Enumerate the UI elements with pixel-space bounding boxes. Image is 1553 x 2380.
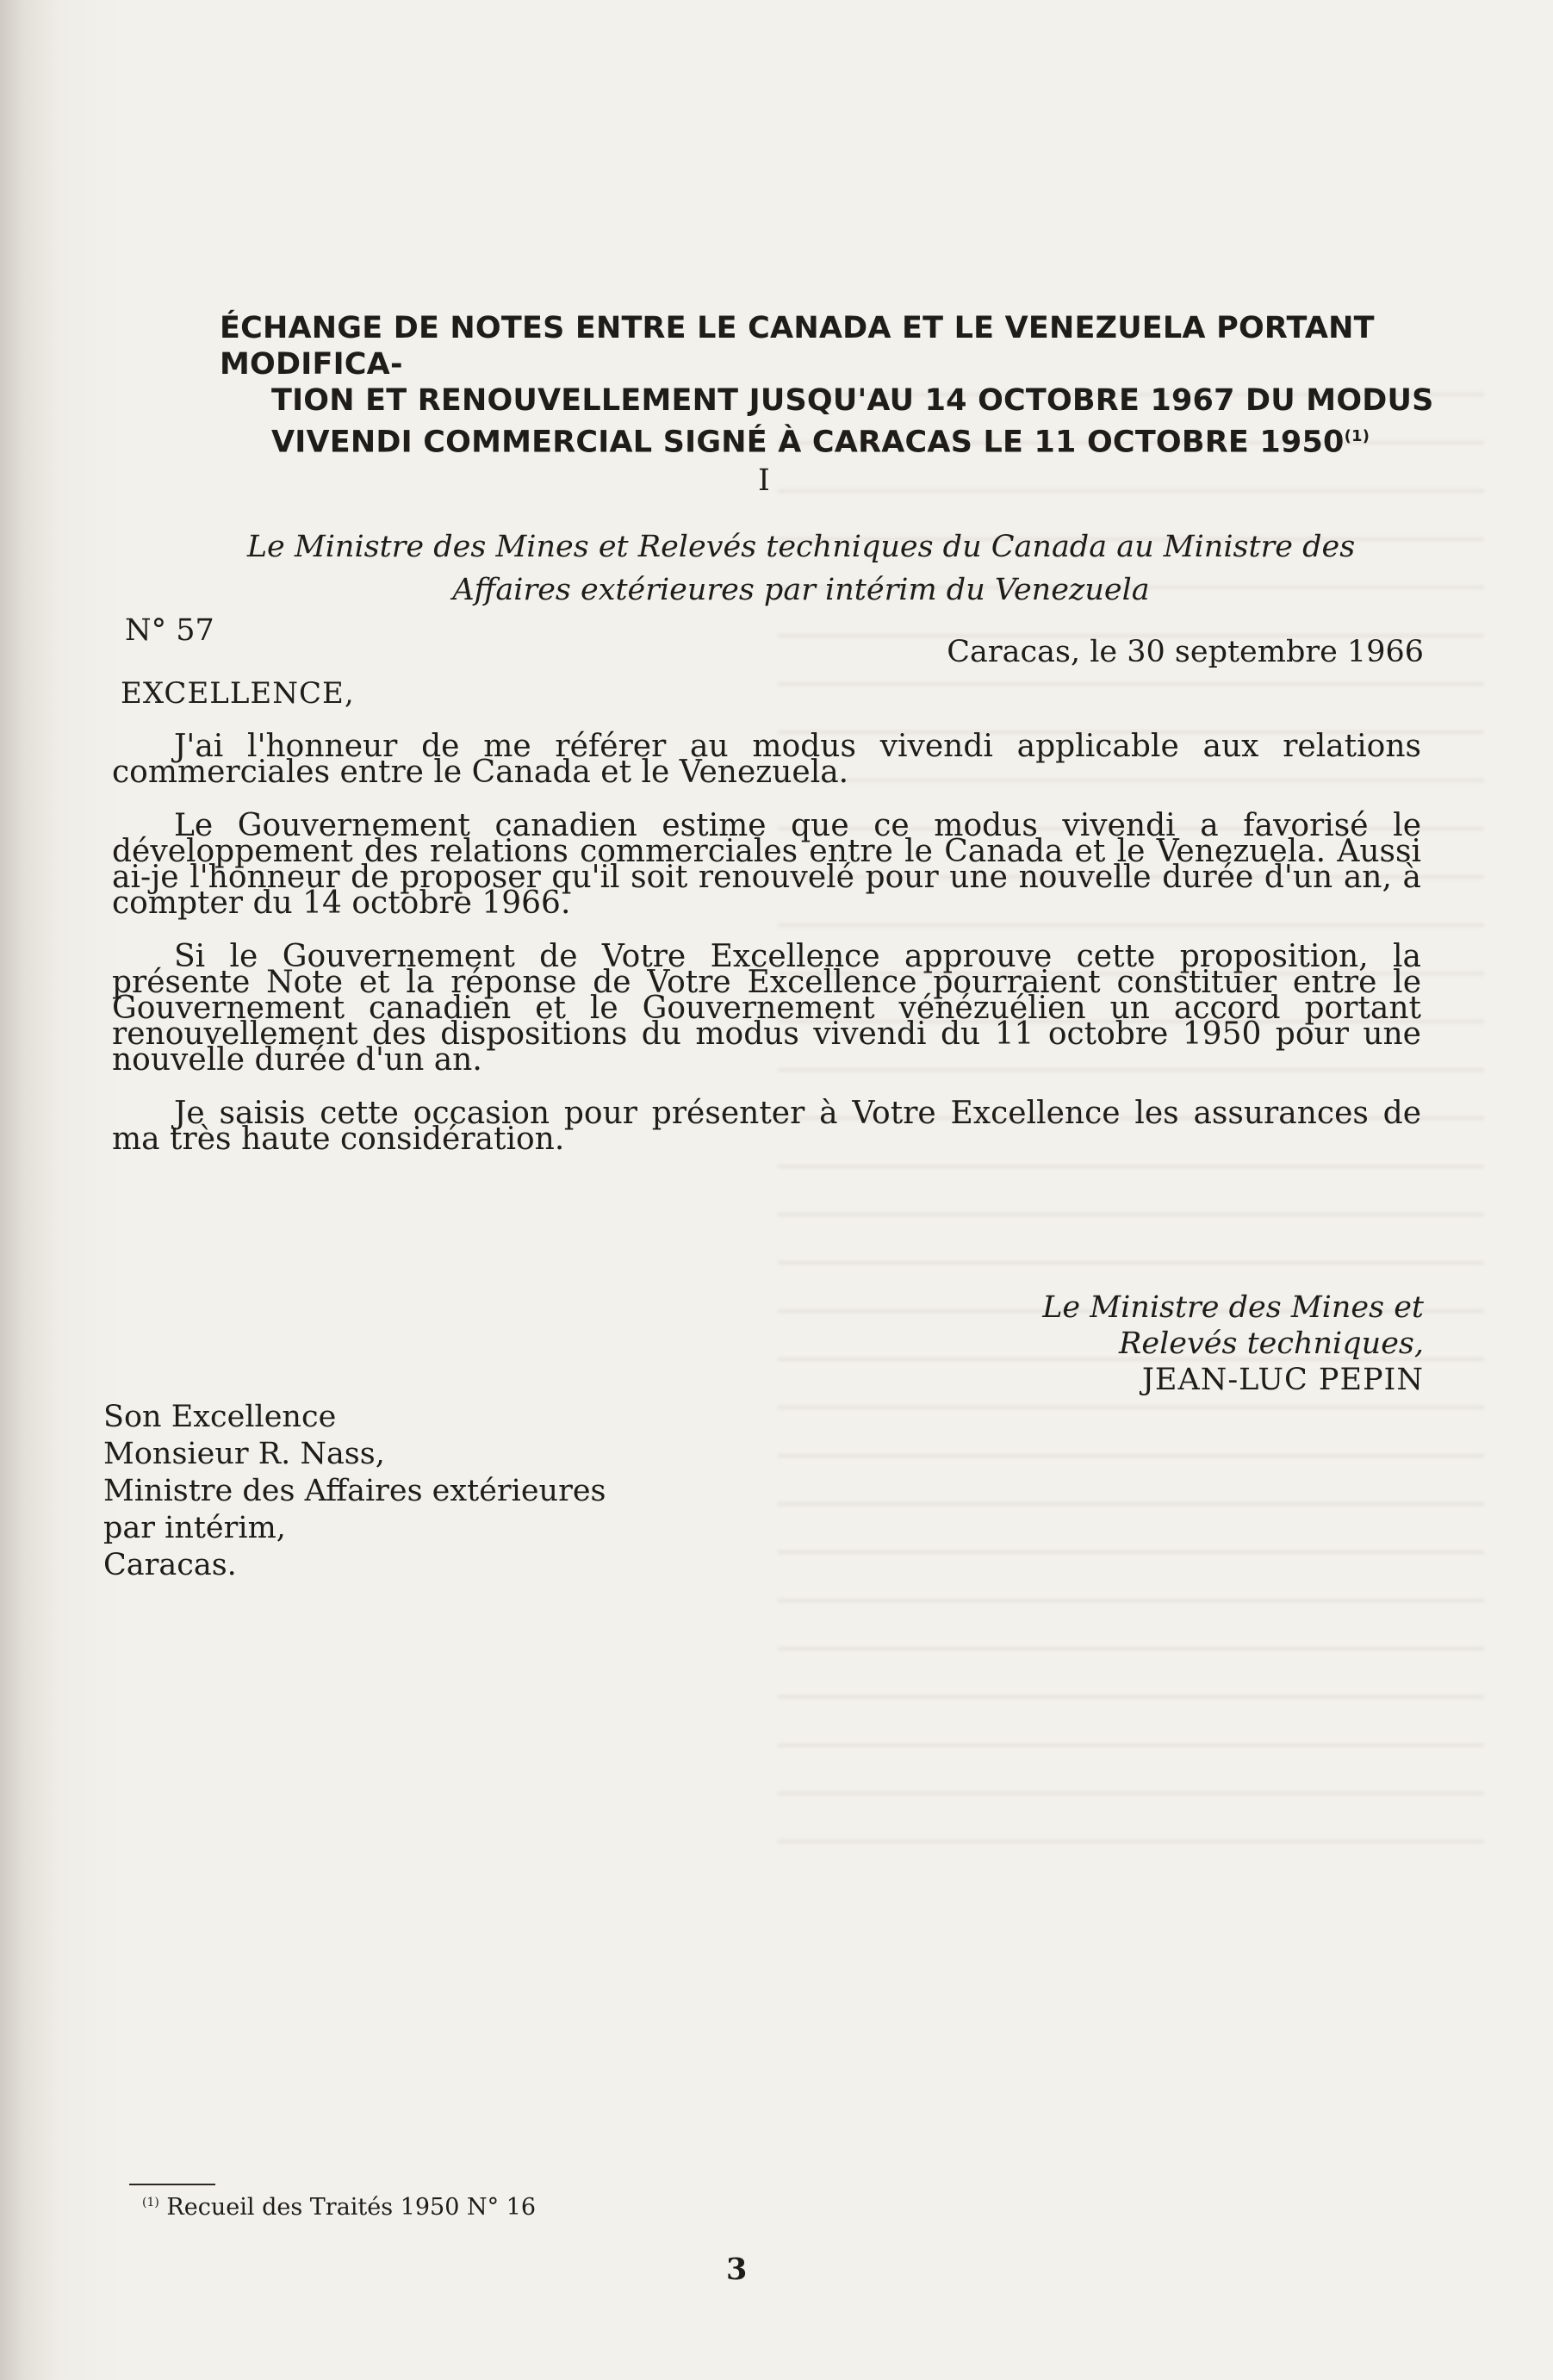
section-number: I xyxy=(758,463,770,498)
paragraph-3: Si le Gouvernement de Votre Excellence approuve cette proposition, la présente Note et la réponse de Votre Excellence pourraient constituer entre le Gouvernement canadien et le Gouvernement vénézuélien un accord portant renouvellement des dispositions du modus vivendi du 11 octobre 1950 pour une nouvelle durée d'un an. xyxy=(112,939,1421,1078)
paragraph-4: Je saisis cette occasion pour présenter à Votre Excellence les assurances de ma très haute considération. xyxy=(112,1096,1421,1157)
title-line-3 xyxy=(220,419,1443,461)
signatory-title-1: Le Ministre des Mines et xyxy=(1042,1290,1424,1325)
recipient-line-4: par intérim, xyxy=(103,1511,286,1545)
page-number: 3 xyxy=(726,2252,748,2287)
place-date: Caracas, le 30 septembre 1966 xyxy=(947,635,1424,669)
note-number: N° 57 xyxy=(125,613,214,648)
heading-line-1: Le Ministre des Mines et Relevés techniques du Canada au Ministre des xyxy=(246,530,1356,564)
note-heading xyxy=(172,525,1430,612)
footnote-text: Recueil des Traités 1950 N° 16 xyxy=(158,2194,537,2221)
title-footnote-marker: (1) xyxy=(1344,427,1370,445)
document-title xyxy=(220,310,1443,461)
title-line-3-text: VIVENDI COMMERCIAL SIGNÉ À CARACAS LE 11 OCTOBRE 1950 xyxy=(271,425,1345,460)
paragraph-2: Le Gouvernement canadien estime que ce modus vivendi a favorisé le développement des relations commerciales entre le Canada et le Venezuela. Aussi ai-je l'honneur de proposer qu'il soit renouvelé pour une nouvelle durée d'un an, à compter du 14 octobre 1966. xyxy=(112,808,1421,921)
salutation: EXCELLENCE, xyxy=(121,676,355,711)
recipient-line-1: Son Excellence xyxy=(103,1400,337,1434)
paragraph-1: J'ai l'honneur de me référer au modus vivendi applicable aux relations commerciales entre le Canada et le Venezuela. xyxy=(112,729,1421,790)
note-body xyxy=(112,729,1421,1180)
footnote-divider xyxy=(129,2184,215,2185)
signatory-title-2: Relevés techniques, xyxy=(1119,1327,1424,1361)
recipient-line-5: Caracas. xyxy=(103,1548,237,1582)
recipient-line-2: Monsieur R. Nass, xyxy=(103,1437,385,1471)
title-line-2: TION ET RENOUVELLEMENT JUSQU'AU 14 OCTOBRE 1967 DU MODUS xyxy=(271,383,1434,418)
footnote xyxy=(142,2194,536,2221)
recipient-line-3: Ministre des Affaires extérieures xyxy=(103,1474,606,1508)
signatory-name: JEAN-LUC PEPIN xyxy=(1141,1363,1424,1397)
signature-block xyxy=(1042,1289,1424,1398)
recipient-address xyxy=(103,1399,606,1584)
footnote-marker: (1) xyxy=(142,2196,159,2209)
title-line-1: ÉCHANGE DE NOTES ENTRE LE CANADA ET LE VENEZUELA PORTANT MODIFICA- xyxy=(220,311,1375,382)
heading-line-2: Affaires extérieures par intérim du Venezuela xyxy=(452,573,1150,607)
